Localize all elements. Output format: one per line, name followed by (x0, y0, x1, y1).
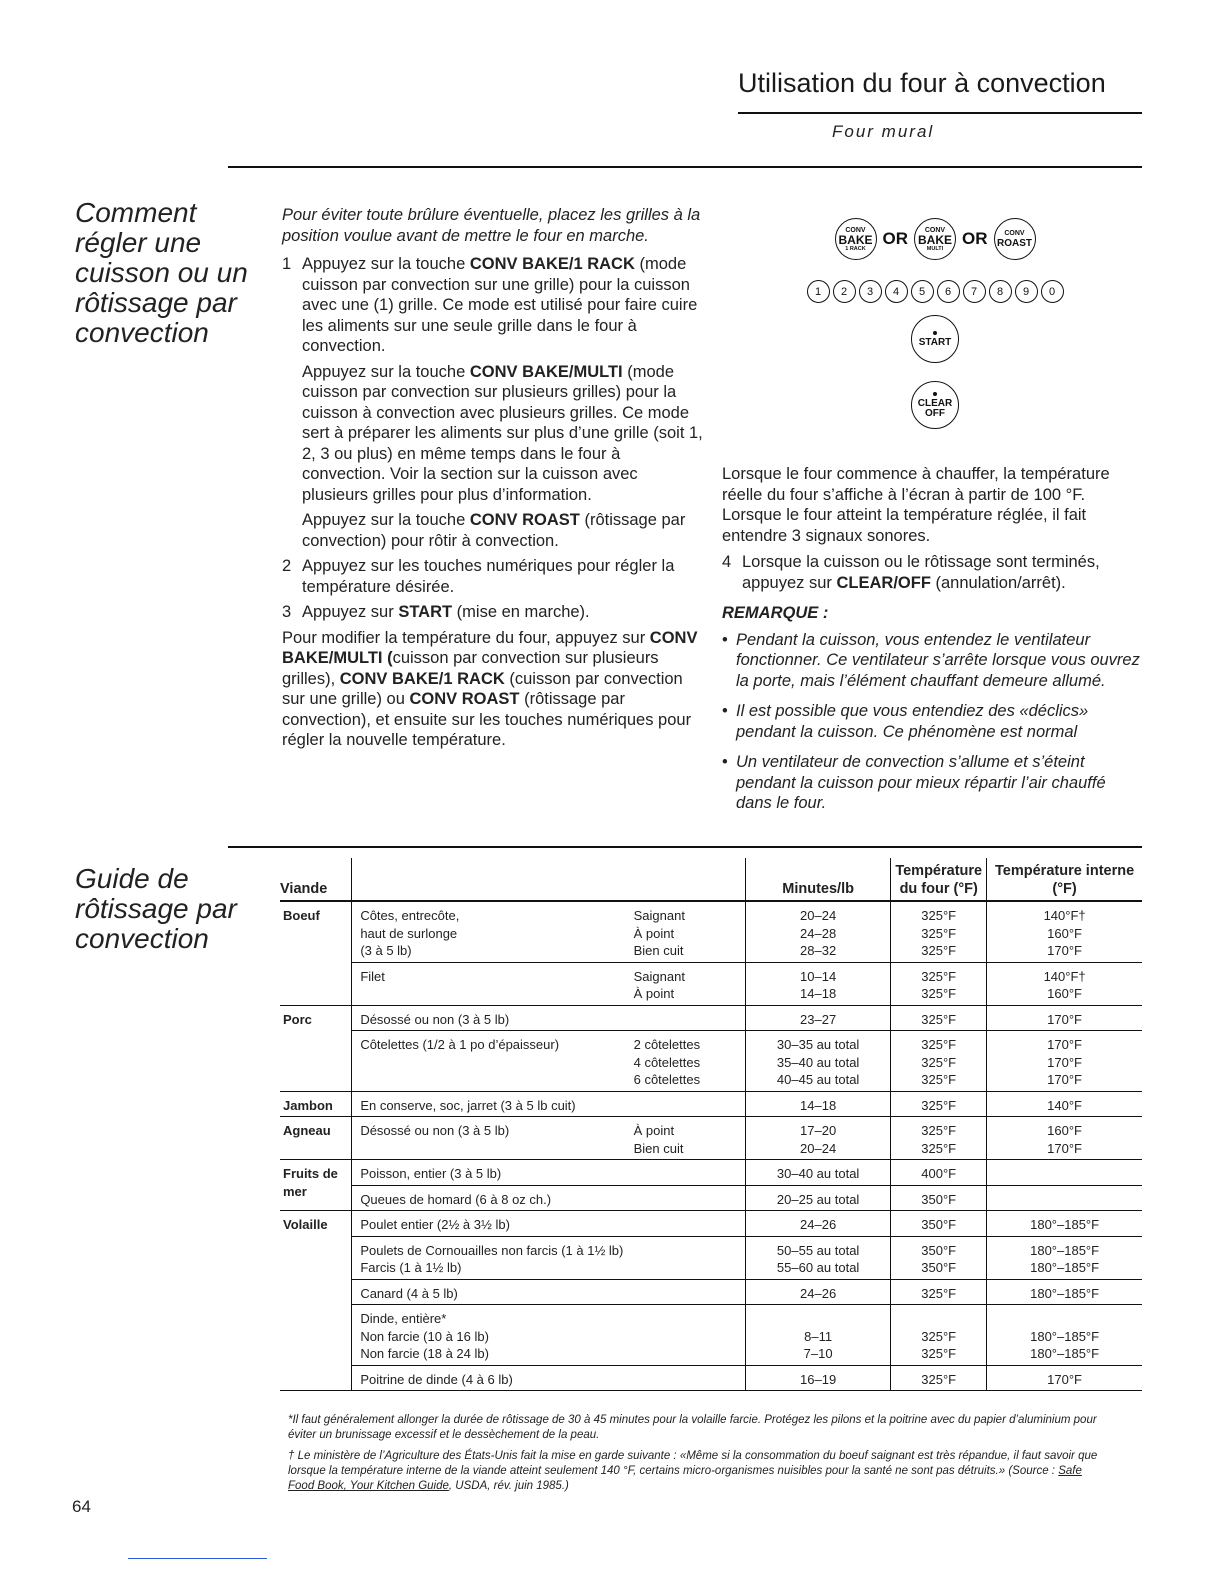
internal-temp-cell: 140°F (987, 1091, 1142, 1117)
col-header-minutes: Minutes/lb (746, 858, 891, 901)
col-header-oven-temp: Température du four (°F) (891, 858, 987, 901)
digit-key: 3 (859, 280, 882, 303)
internal-temp-cell: 180°–185°F (987, 1279, 1142, 1305)
page-subtitle: Four mural (832, 122, 935, 141)
or-label: OR (962, 229, 988, 248)
doneness-cell (632, 1365, 746, 1391)
note-item: • Il est possible que vous entendiez des «déclics» pendant la cuisson. Ce phénomène est normal (722, 701, 1142, 742)
doneness-cell (632, 1185, 746, 1211)
doneness-cell (632, 1005, 746, 1031)
minutes-cell: 16–19 (746, 1365, 891, 1391)
cut-cell: Queues de homard (6 à 8 oz ch.) (352, 1185, 632, 1211)
doneness-cell: Saignant À point Bien cuit (632, 901, 746, 962)
table-body (280, 901, 1142, 1391)
cut-cell: Filet (352, 962, 632, 1005)
internal-temp-cell: 140°F† 160°F (987, 962, 1142, 1005)
doneness-cell (632, 1279, 746, 1305)
step-text: Appuyez sur START (mise en marche). (302, 603, 590, 621)
footnote-stuffed-poultry: *Il faut généralement allonger la durée de rôtissage de 30 à 45 minutes pour la volaille farcie. Protégez les pilons et la poitrine avec du papier d’aluminium pour éviter un brunissage excessif et le dessèchement de la peau. (288, 1414, 1097, 1441)
oven-temp-cell: 325°F (891, 1365, 987, 1391)
step-number: 1 (282, 255, 292, 273)
cut-cell: Côtelettes (1/2 à 1 po d’épaisseur) (352, 1031, 632, 1092)
indicator-dot (933, 331, 937, 335)
minutes-cell: 24–26 (746, 1279, 891, 1305)
cut-cell: Canard (4 à 5 lb) (352, 1279, 632, 1305)
right-column (722, 464, 1142, 824)
table-row (280, 1160, 1142, 1186)
step-text: Lorsque la cuisson ou le rôtissage sont terminés, appuyez sur CLEAR/OFF (annulation/arrêt). (742, 553, 1100, 592)
digit-key: 0 (1041, 280, 1064, 303)
note-list (722, 630, 1142, 814)
internal-temp-cell: 170°F 170°F 170°F (987, 1031, 1142, 1092)
step-number: 2 (282, 557, 292, 575)
minutes-cell: 20–24 24–28 28–32 (746, 901, 891, 962)
conv-bake-1-rack-key: CONV BAKE 1 RACK (835, 218, 877, 260)
table-row (280, 1005, 1142, 1031)
cut-cell: Poulet entier (2½ à 3½ lb) (352, 1211, 632, 1237)
table-row (280, 1117, 1142, 1160)
minutes-cell: 17–20 20–24 (746, 1117, 891, 1160)
oven-temp-cell: 350°F 350°F (891, 1236, 987, 1279)
step-text: Appuyez sur la touche CONV BAKE/1 RACK (mode cuisson par convection sur une grille) pour la cuisson avec une (1) grille. Ce mode est utilisé pour faire cuire les aliments sur une seule grille dans le four à convection. (302, 255, 698, 355)
meat-cell: Boeuf (280, 901, 352, 1005)
cut-cell: Poisson, entier (3 à 5 lb) (352, 1160, 632, 1186)
internal-temp-cell: 180°–185°F (987, 1211, 1142, 1237)
step-4 (722, 552, 1142, 593)
start-key: START (911, 315, 959, 363)
step-number: 4 (722, 553, 732, 571)
bottom-rule (128, 1558, 267, 1559)
table-row (280, 1236, 1142, 1279)
digit-key: 8 (989, 280, 1012, 303)
doneness-cell (632, 1091, 746, 1117)
minutes-cell: 20–25 au total (746, 1185, 891, 1211)
step-1-multi: Appuyez sur la touche CONV BAKE/MULTI (mode cuisson par convection sur plusieurs grilles) pour la cuisson à convection avec plusieurs grilles. Ce mode sert à préparer les aliments sur plus d’une grille (soit 1, 2, 3 ou plus) en même temps dans le four à convection. Voir la section sur la cuisson avec plusieurs grilles pour plus d’information. (302, 362, 703, 504)
doneness-cell (632, 1236, 746, 1279)
section-rule (228, 846, 1142, 848)
footnote-usda: † Le ministère de l’Agriculture des États-Unis fait la mise en garde suivante : «Même si la consommation du boeuf saignant est très répandue, il faut savoir que lorsque la température interne de la viande atteint seulement 140 °F, certains micro-organismes nuisibles pour la santé ne sont pas détruits.» (Source : Safe Food Book, Your Kitchen Guide, USDA, rév. juin 1985.) (288, 1450, 1098, 1492)
number-pad (800, 280, 1070, 303)
digit-key: 5 (911, 280, 934, 303)
table-row (280, 1211, 1142, 1237)
cut-cell: Désossé ou non (3 à 5 lb) (352, 1117, 632, 1160)
internal-temp-cell: 140°F† 160°F 170°F (987, 901, 1142, 962)
minutes-cell: 30–35 au total 35–40 au total 40–45 au total (746, 1031, 891, 1092)
cut-cell: Désossé ou non (3 à 5 lb) (352, 1005, 632, 1031)
meat-cell: Porc (280, 1005, 352, 1091)
digit-key: 4 (885, 280, 908, 303)
oven-temp-cell: 325°F 325°F (891, 1117, 987, 1160)
oven-temp-cell: 325°F 325°F 325°F (891, 1031, 987, 1092)
section-rule (228, 166, 1142, 168)
oven-temp-cell: 325°F (891, 1279, 987, 1305)
oven-temp-cell: 350°F (891, 1185, 987, 1211)
digit-key: 6 (937, 280, 960, 303)
step-2 (282, 556, 707, 597)
step-text: Appuyez sur les touches numériques pour régler la température désirée. (302, 557, 675, 596)
indicator-dot (933, 392, 937, 396)
digit-key: 7 (963, 280, 986, 303)
oven-temp-cell: 325°F (891, 1091, 987, 1117)
modify-temperature-text: Pour modifier la température du four, appuyez sur CONV BAKE/MULTI (cuisson par convection sur plusieurs grilles), CONV BAKE/1 RACK (cuisson par convection sur une grille) ou CONV ROAST (rôtissage par convection), et ensuite sur les touches numériques pour régler la nouvelle température. (282, 628, 698, 749)
section-heading-convection-setting: Comment régler une cuisson ou un rôtissage par convection (75, 197, 248, 348)
doneness-cell (632, 1305, 746, 1366)
note-heading: REMARQUE : (722, 604, 829, 622)
digit-key: 2 (833, 280, 856, 303)
cut-cell: En conserve, soc, jarret (3 à 5 lb cuit) (352, 1091, 632, 1117)
page-number: 64 (72, 1497, 91, 1516)
cut-cell: Dinde, entière* Non farcie (10 à 16 lb) Non farcie (18 à 24 lb) (352, 1305, 632, 1366)
internal-temp-cell: 180°–185°F 180°–185°F (987, 1236, 1142, 1279)
digit-key: 1 (807, 280, 830, 303)
meat-cell: Volaille (280, 1211, 352, 1391)
minutes-cell: 14–18 (746, 1091, 891, 1117)
conv-roast-key: CONV ROAST (994, 218, 1036, 260)
table-row (280, 1091, 1142, 1117)
digit-key: 9 (1015, 280, 1038, 303)
note-item: • Pendant la cuisson, vous entendez le ventilateur fonctionner. Ce ventilateur s’arrête lorsque vous ouvrez la porte, mais l’élément chauffant demeure allumé. (722, 630, 1142, 692)
internal-temp-cell: 180°–185°F 180°–185°F (987, 1305, 1142, 1366)
doneness-cell: À point Bien cuit (632, 1117, 746, 1160)
doneness-cell: 2 côtelettes 4 côtelettes 6 côtelettes (632, 1031, 746, 1092)
cut-cell: Poulets de Cornouailles non farcis (1 à 1½ lb) Farcis (1 à 1½ lb) (352, 1236, 632, 1279)
table-row (280, 1031, 1142, 1092)
control-panel-diagram (800, 218, 1070, 429)
section-heading-roasting-guide: Guide de rôtissage par convection (75, 863, 237, 954)
table-row (280, 1365, 1142, 1391)
table-row (280, 1185, 1142, 1211)
minutes-cell: 50–55 au total 55–60 au total (746, 1236, 891, 1279)
table-row (280, 1279, 1142, 1305)
table-row (280, 1305, 1142, 1366)
step-3 (282, 602, 707, 623)
minutes-cell: 30–40 au total (746, 1160, 891, 1186)
table-row (280, 962, 1142, 1005)
doneness-cell (632, 1160, 746, 1186)
internal-temp-cell: 170°F (987, 1365, 1142, 1391)
minutes-cell: 23–27 (746, 1005, 891, 1031)
table-row (280, 901, 1142, 962)
header-rule (738, 112, 1142, 114)
meat-cell: Agneau (280, 1117, 352, 1160)
footnotes (288, 1413, 1108, 1498)
meat-cell: Fruits de mer (280, 1160, 352, 1211)
minutes-cell: 10–14 14–18 (746, 962, 891, 1005)
cut-cell: Côtes, entrecôte, haut de surlonge (3 à 5 lb) (352, 901, 632, 962)
internal-temp-cell: 170°F (987, 1005, 1142, 1031)
oven-temp-cell: 325°F 325°F (891, 1305, 987, 1366)
minutes-cell: 24–26 (746, 1211, 891, 1237)
col-header-meat: Viande (280, 858, 352, 901)
oven-temp-cell: 400°F (891, 1160, 987, 1186)
internal-temp-cell (987, 1160, 1142, 1186)
clear-off-key: CLEAR OFF (911, 381, 959, 429)
page-title: Utilisation du four à convection (738, 68, 1106, 98)
internal-temp-cell: 160°F 170°F (987, 1117, 1142, 1160)
minutes-cell: 8–11 7–10 (746, 1305, 891, 1366)
oven-temp-cell: 325°F 325°F (891, 962, 987, 1005)
oven-temp-cell: 350°F (891, 1211, 987, 1237)
instructions-column (282, 205, 707, 751)
oven-temp-cell: 325°F 325°F 325°F (891, 901, 987, 962)
heating-text: Lorsque le four commence à chauffer, la température réelle du four s’affiche à l’écran à partir de 100 °F. Lorsque le four atteint la température réglée, il fait entendre 3 signaux sonores. (722, 465, 1110, 545)
intro-text: Pour éviter toute brûlure éventuelle, placez les grilles à la position voulue avant de mettre le four en marche. (282, 206, 701, 245)
step-1 (282, 254, 707, 357)
conv-bake-multi-key: CONV BAKE MULTI (914, 218, 956, 260)
doneness-cell: Saignant À point (632, 962, 746, 1005)
meat-cell: Jambon (280, 1091, 352, 1117)
source-title: Safe Food Book, Your Kitchen Guide (288, 1465, 1082, 1492)
roasting-guide-table (280, 858, 1142, 1391)
or-label: OR (882, 229, 908, 248)
step-number: 3 (282, 603, 292, 621)
doneness-cell (632, 1211, 746, 1237)
internal-temp-cell (987, 1185, 1142, 1211)
cut-cell: Poitrine de dinde (4 à 6 lb) (352, 1365, 632, 1391)
step-1-roast: Appuyez sur la touche CONV ROAST (rôtissage par convection) pour rôtir à convection. (302, 511, 686, 550)
note-item: • Un ventilateur de convection s’allume et s’éteint pendant la cuisson pour mieux répartir l’air chauffé dans le four. (722, 752, 1142, 814)
col-header-internal-temp: Température interne (°F) (987, 858, 1142, 901)
oven-temp-cell: 325°F (891, 1005, 987, 1031)
